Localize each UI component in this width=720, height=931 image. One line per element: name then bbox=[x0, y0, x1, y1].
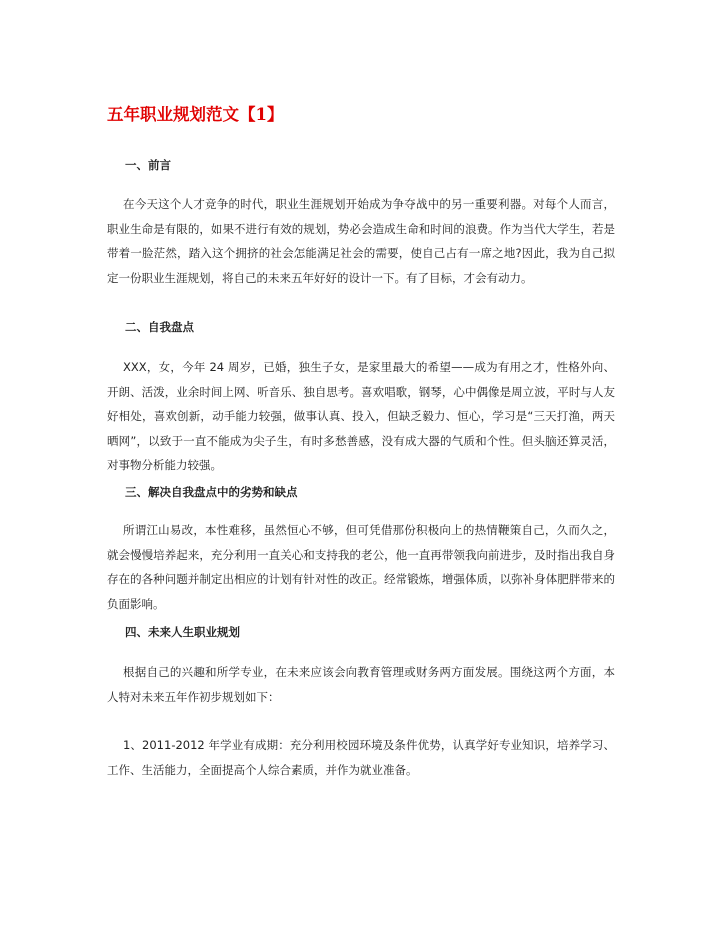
section-heading-preface: 一、前言 bbox=[125, 158, 171, 172]
section-heading-self-assessment: 二、自我盘点 bbox=[125, 320, 194, 334]
section-heading-career-plan: 四、未来人生职业规划 bbox=[125, 625, 240, 639]
section-paragraph-preface: 在今天这个人才竞争的时代，职业生涯规划开始成为争夺战中的另一重要利器。对每个人而言，职业生命是有限的，如果不进行有效的规划，势必会造成生命和时间的浪费。作为当代大学生，若是带着一脸茫然，踏入这个拥挤的社会怎能满足社会的需要，使自己占有一席之地?因此，我为自己拟定一份职业生涯规划，将自己的未来五年好好的设计一下。有了目标，才会有动力。 bbox=[107, 197, 615, 285]
section-heading-weaknesses: 三、解决自我盘点中的劣势和缺点 bbox=[125, 485, 298, 499]
section-paragraph-self-assessment: XXX，女，今年 24 周岁，已婚，独生子女，是家里最大的希望——成为有用之才，性格外向、开朗、活泼，业余时间上网、听音乐、独自思考。喜欢唱歌，钢琴，心中偶像是周立波，平时与人友好相处，喜欢创新，动手能力较强，做事认真、投入，但缺乏毅力、恒心，学习是“三天打渔，两天晒网”，以致于一直不能成为尖子生，有时多愁善感，没有成大器的气质和个性。但头脑还算灵活，对事物分析能力较强。 bbox=[107, 360, 615, 472]
section-paragraph-weaknesses: 所谓江山易改，本性难移，虽然恒心不够，但可凭借那份积极向上的热情鞭策自己，久而久之，就会慢慢培养起来，充分利用一直关心和支持我的老公，他一直再带领我向前进步，及时指出我自身存在的各种问题并制定出相应的计划有针对性的改正。经常锻炼，增强体质，以弥补身体肥胖带来的负面影响。 bbox=[107, 523, 615, 611]
document-title: 五年职业规划范文【1】 bbox=[107, 105, 284, 124]
section-paragraph-career-plan-stage-1: 1、2011-2012 年学业有成期：充分利用校园环境及条件优势，认真学好专业知识，培养学习、工作、生活能力，全面提高个人综合素质，并作为就业准备。 bbox=[107, 738, 615, 777]
section-paragraph-career-plan-intro: 根据自己的兴趣和所学专业，在未来应该会向教育管理或财务两方面发展。围绕这两个方面，本人特对未来五年作初步规划如下： bbox=[107, 665, 615, 704]
